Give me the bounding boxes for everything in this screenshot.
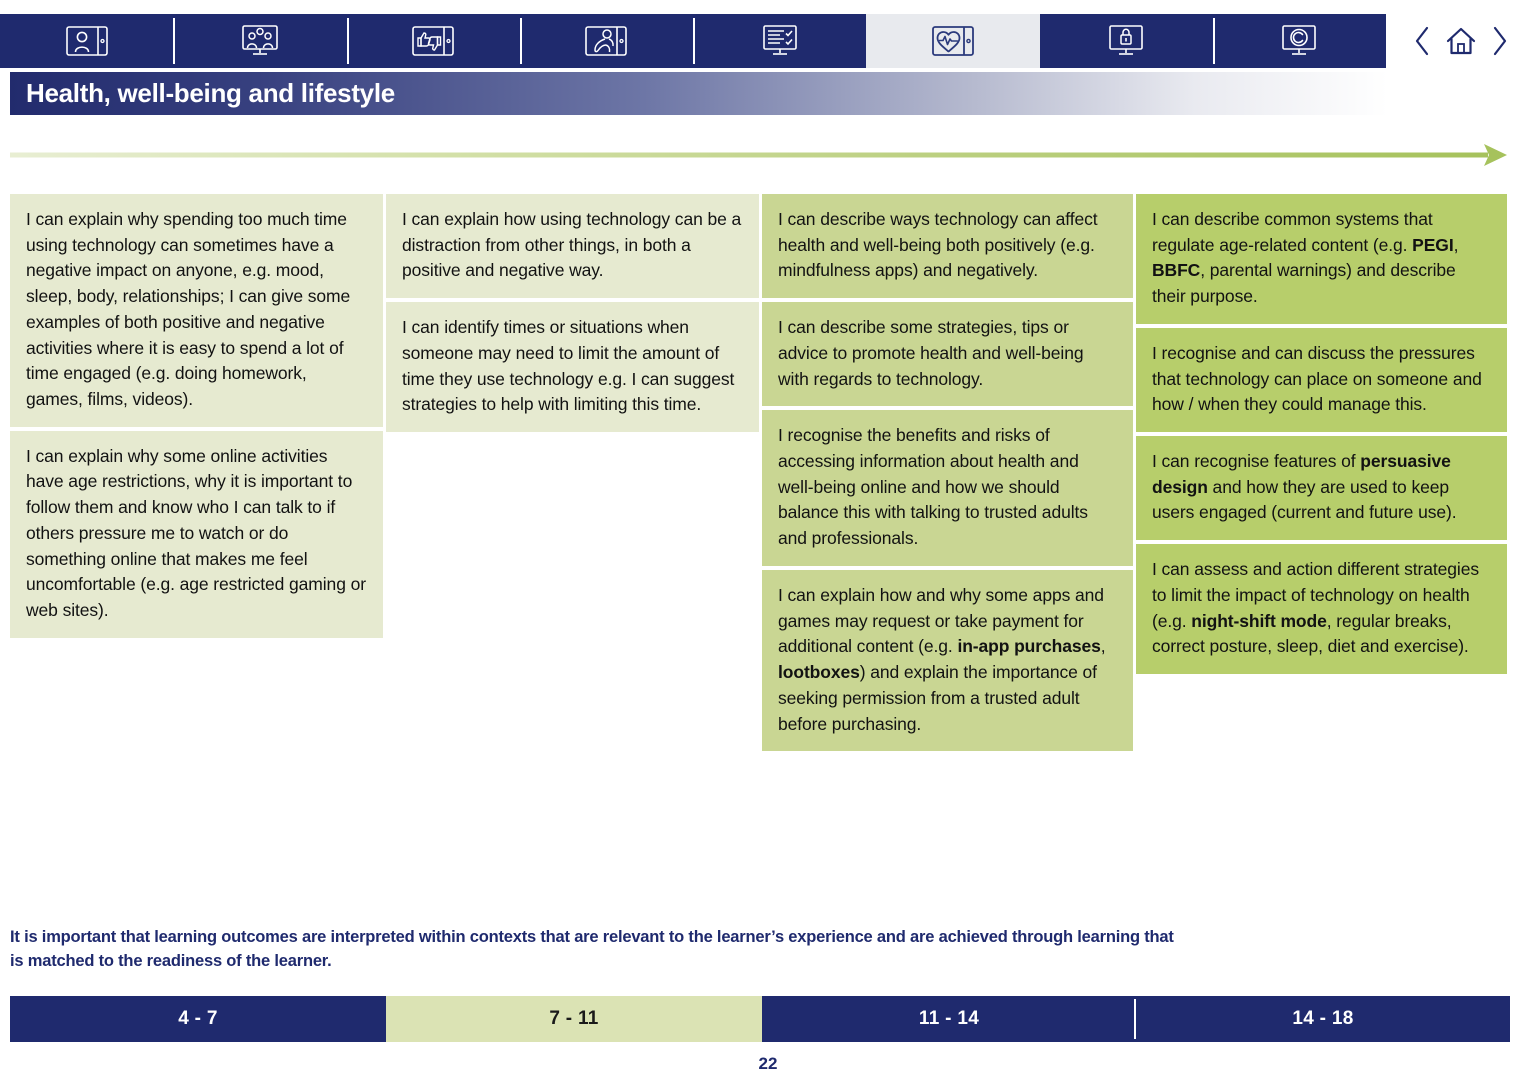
- age-band-4-7[interactable]: 4 - 7: [10, 996, 386, 1042]
- home-icon[interactable]: [1444, 25, 1478, 57]
- tab-copyright-and-ownership[interactable]: [1213, 14, 1386, 68]
- age-band-7-11[interactable]: 7 - 11: [386, 996, 762, 1042]
- topic-tab-list: [0, 14, 1386, 68]
- chevron-right-icon[interactable]: [1490, 25, 1510, 57]
- page-title: Health, well-being and lifestyle: [26, 78, 395, 108]
- column-age-4-7: [10, 194, 386, 638]
- copyright-ownership-icon: [1276, 24, 1322, 58]
- online-relationships-icon: [237, 24, 283, 58]
- chevron-left-icon[interactable]: [1412, 25, 1432, 57]
- age-band-14-18[interactable]: 14 - 18: [1136, 996, 1510, 1042]
- outcome-card: I can explain why some online activities have age restrictions, why it is important to follow them and know who I can talk to if others pressure me to watch or do something online that makes me feel uncomfortable (e.g. age restricted gaming or web sites).: [10, 431, 383, 638]
- page-number: 22: [758, 1054, 778, 1069]
- outcome-card: I recognise the benefits and risks of accessing information about health and well-being online and how we should balance this with talking to trusted adults and professionals.: [762, 410, 1133, 566]
- outcome-card: I can explain how using technology can be a distraction from other things, in both a positive and negative way.: [386, 194, 759, 298]
- privacy-security-icon: [1103, 24, 1149, 58]
- managing-online-information-icon: [757, 24, 803, 58]
- outcome-card: I can recognise features of persuasive design and how they are used to keep users engaged (current and future use).: [1136, 436, 1507, 540]
- column-age-14-18: [1136, 194, 1510, 674]
- tab-privacy-and-security[interactable]: [1040, 14, 1213, 68]
- outcome-card: I can describe common systems that regulate age-related content (e.g. PEGI, BBFC, parental warnings) and describe their purpose.: [1136, 194, 1507, 324]
- footnote-text: It is important that learning outcomes are interpreted within contexts that are relevant to the learner’s experience and are achieved through learning that is matched to the readiness of the learner.: [10, 928, 1174, 970]
- outcome-card: I can describe some strategies, tips or advice to promote health and well-being with regards to technology.: [762, 302, 1133, 406]
- column-age-11-14: [762, 194, 1136, 751]
- page-title-banner: [10, 72, 1388, 115]
- tab-online-relationships[interactable]: [173, 14, 346, 68]
- age-progression-arrow: [10, 140, 1510, 170]
- age-band-row: [10, 996, 1510, 1042]
- self-image-identity-icon: [64, 24, 110, 58]
- outcome-card: I can assess and action different strategies to limit the impact of technology on health (e.g. night-shift mode, regular breaks, correct posture, sleep, diet and exercise).: [1136, 544, 1507, 674]
- online-bullying-icon: [583, 24, 629, 58]
- health-wellbeing-lifestyle-icon: [930, 24, 976, 58]
- outcome-card: I can identify times or situations when someone may need to limit the amount of time they use technology e.g. I can suggest strategies to help with limiting this time.: [386, 302, 759, 432]
- tab-online-bullying[interactable]: [520, 14, 693, 68]
- right-arrow-progression-icon: [10, 140, 1510, 170]
- outcome-card: I can explain how and why some apps and games may request or take payment for additional content (e.g. in-app purchases, lootboxes) and explain the importance of seeking permission from a trusted adult before purchasing.: [762, 570, 1133, 751]
- tab-managing-online-information[interactable]: [693, 14, 866, 68]
- tab-health-wellbeing-and-lifestyle[interactable]: [866, 14, 1039, 68]
- tab-self-image-and-identity[interactable]: [0, 14, 173, 68]
- navigation-controls: [1386, 14, 1536, 68]
- outcome-card: I can describe ways technology can affect health and well-being both positively (e.g. mindfulness apps) and negatively.: [762, 194, 1133, 298]
- column-age-7-11: [386, 194, 762, 432]
- age-band-11-14[interactable]: 11 - 14: [762, 996, 1136, 1042]
- online-reputation-icon: [410, 24, 456, 58]
- outcome-card: I recognise and can discuss the pressures that technology can place on someone and how / when they could manage this.: [1136, 328, 1507, 432]
- tab-online-reputation[interactable]: [347, 14, 520, 68]
- learning-outcomes-grid: [10, 194, 1510, 794]
- topic-navigation-bar: [0, 14, 1536, 68]
- outcome-card: I can explain why spending too much time using technology can sometimes have a negative impact on anyone, e.g. mood, sleep, body, relationships; I can give some examples of both positive and negative activities where it is easy to spend a lot of time engaged (e.g. doing homework, games, films, videos).: [10, 194, 383, 427]
